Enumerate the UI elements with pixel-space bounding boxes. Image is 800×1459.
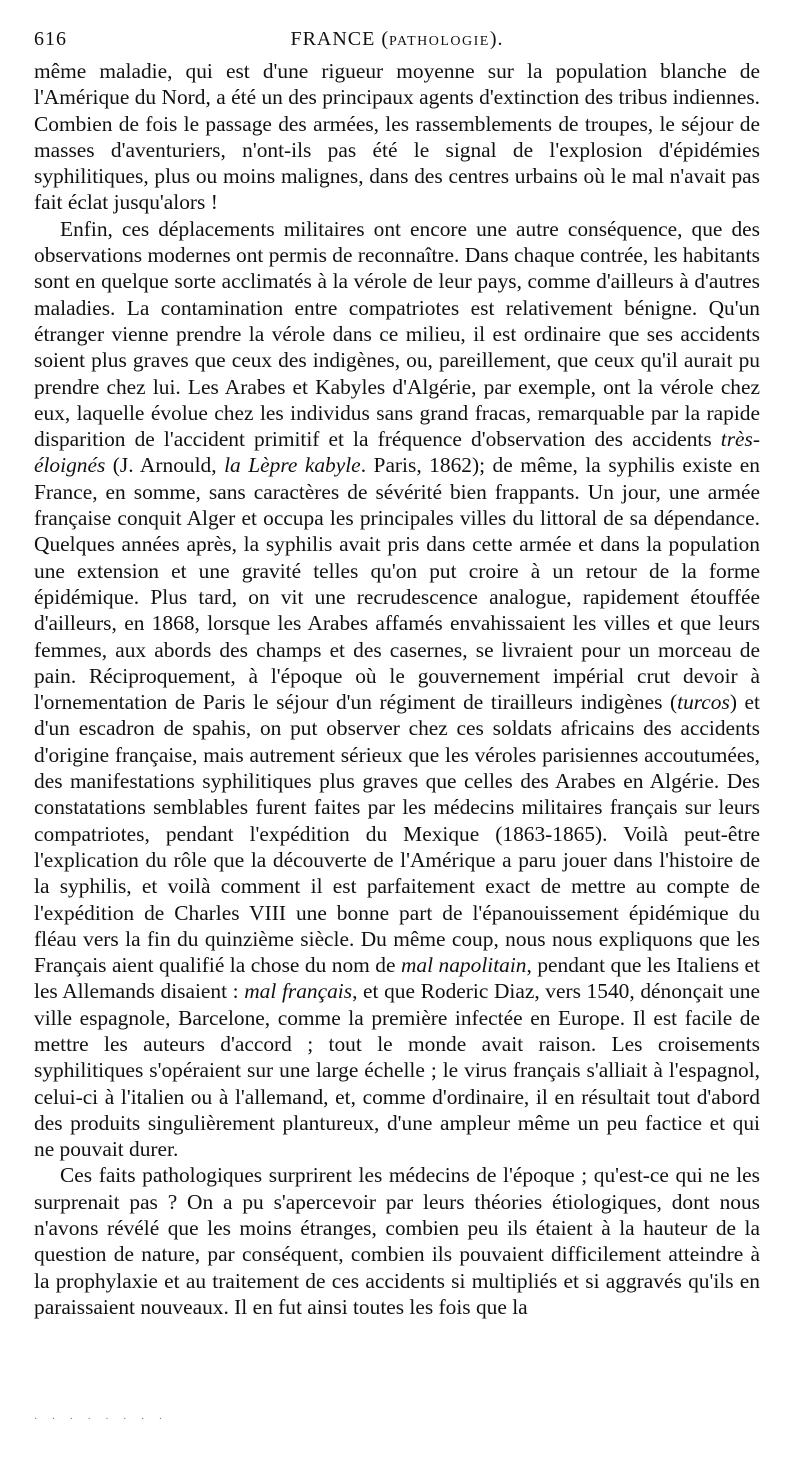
body-text	[34, 58, 760, 1320]
paragraph-2-text-d: ) et d'un escadron de spahis, on put observer chez ces soldats africains des accidents d'origine française, mais autrement sérieux que les véroles parisiennes accoutumées, des manifestations syphilitiques plus graves que celles des Arabes en Algérie. Des constatations semblables furent faites par les médecins militaires français sur leurs compatriotes, pendant l'expédition du Mexique (1863-1865). Voilà peut-être l'explication du rôle que la découverte de l'Amérique a paru jouer dans l'histoire de la syphilis, et voilà comment il est parfaitement exact de mettre au compte de l'expédition de Charles VIII une bonne part de l'épanouissement épidémique du fléau vers la fin du quinzième siècle. Du même coup, nous nous expliquons que les Français aient qualifié la chose du nom de	[34, 690, 760, 978]
page-number: 616	[34, 28, 67, 50]
paragraph-3: Ces faits pathologiques surprirent les médecins de l'époque ; qu'est-ce qui ne les surprenait pas ? On a pu s'apercevoir par leurs théories étiologiques, dont nous n'avons révélé que les moins étranges, combien peu ils étaient à la hauteur de la question de nature, par conséquent, combien ils pouvaient difficilement atteindre à la prophylaxie et au traitement de ces accidents si multipliés et si aggravés qu'ils en paraissaient nouveaux. Il en fut ainsi toutes les fois que la	[34, 1163, 760, 1319]
running-title-main: FRANCE (	[290, 28, 390, 50]
document-page	[34, 28, 760, 1320]
emphasis-turcos: turcos	[677, 690, 730, 715]
paragraph-2-text-c: . Paris, 1862); de même, la syphilis existe en France, en somme, sans caractères de sévérité bien frappants. Un jour, une armée française conquit Alger et occupa les principales villes du littoral de sa dépendance. Quelques années après, la syphilis avait pris dans cette armée et dans la population une extension et une gravité telles qu'on put croire à un retour de la forme épidémique. Plus tard, on vit une recrudescence analogue, rapidement étouffée d'ailleurs, en 1868, lorsque les Arabes affamés envahissaient les villes et que leurs femmes, aux abords des champs et des casernes, se livraient pour un morceau de pain. Réciproquement, à l'époque où le gouvernement impérial crut devoir à l'ornementation de Paris le séjour d'un régiment de tirailleurs indigènes (	[34, 453, 760, 715]
emphasis-tres-eloignes: très-éloignés	[34, 427, 760, 478]
paragraph-2-text-e: , pendant que les Italiens et les Allemands disaient :	[34, 953, 760, 1004]
footer-rule-marks: · · · · · · · ·	[34, 1414, 169, 1425]
running-title-subject: PATHOLOGIE	[389, 34, 490, 49]
running-title	[34, 28, 760, 51]
running-head	[34, 28, 760, 58]
running-title-end: ).	[489, 28, 504, 50]
emphasis-mal-napolitain: mal napolitain	[400, 953, 527, 978]
paragraph-2-text-f: , et que Roderic Diaz, vers 1540, dénonçait une ville espagnole, Barcelone, comme la première infectée en Europe. Il est facile de mettre les auteurs d'accord ; tout le monde avait raison. Les croisements syphilitiques s'opéraient sur une large échelle ; le virus français s'alliait à l'espagnol, celui-ci à l'italien ou à l'allemand, et, comme d'ordinaire, il en résultait tout d'abord des produits singulièrement plantureux, d'une ampleur même un peu factice et qui ne pouvait durer.	[34, 979, 760, 1162]
paragraph-2	[34, 216, 760, 1163]
paragraph-1: même maladie, qui est d'une rigueur moyenne sur la population blanche de l'Amérique du Nord, a été un des principaux agents d'extinction des tribus indiennes. Combien de fois le passage des armées, les rassemblements de troupes, le séjour de masses d'aventuriers, n'ont-ils pas été le signal de l'explosion d'épidémies syphilitiques, plus ou moins malignes, dans des centres urbains où le mal n'avait pas fait éclat jusqu'alors !	[34, 59, 760, 215]
emphasis-lepre-kabyle: la Lèpre kabyle	[224, 453, 361, 478]
emphasis-mal-francais: mal français	[244, 979, 353, 1004]
paragraph-2-text-b: (J. Arnould,	[105, 453, 225, 478]
paragraph-2-text-a: Enfin, ces déplacements militaires ont encore une autre conséquence, que des observations modernes ont permis de reconnaître. Dans chaque contrée, les habitants sont en quelque sorte acclimatés à la vérole de leur pays, comme d'ailleurs à d'autres maladies. La contamination entre compatriotes est relativement bénigne. Qu'un étranger vienne prendre la vérole dans ce milieu, il est ordinaire que ses accidents soient plus graves que ceux des indigènes, ou, pareillement, que ceux qu'il aurait pu prendre chez lui. Les Arabes et Kabyles d'Algérie, par exemple, ont la vérole chez eux, laquelle évolue chez les individus sans grand fracas, remarquable par la rapide disparition de l'accident primitif et la fréquence d'observation des accidents	[34, 216, 760, 452]
